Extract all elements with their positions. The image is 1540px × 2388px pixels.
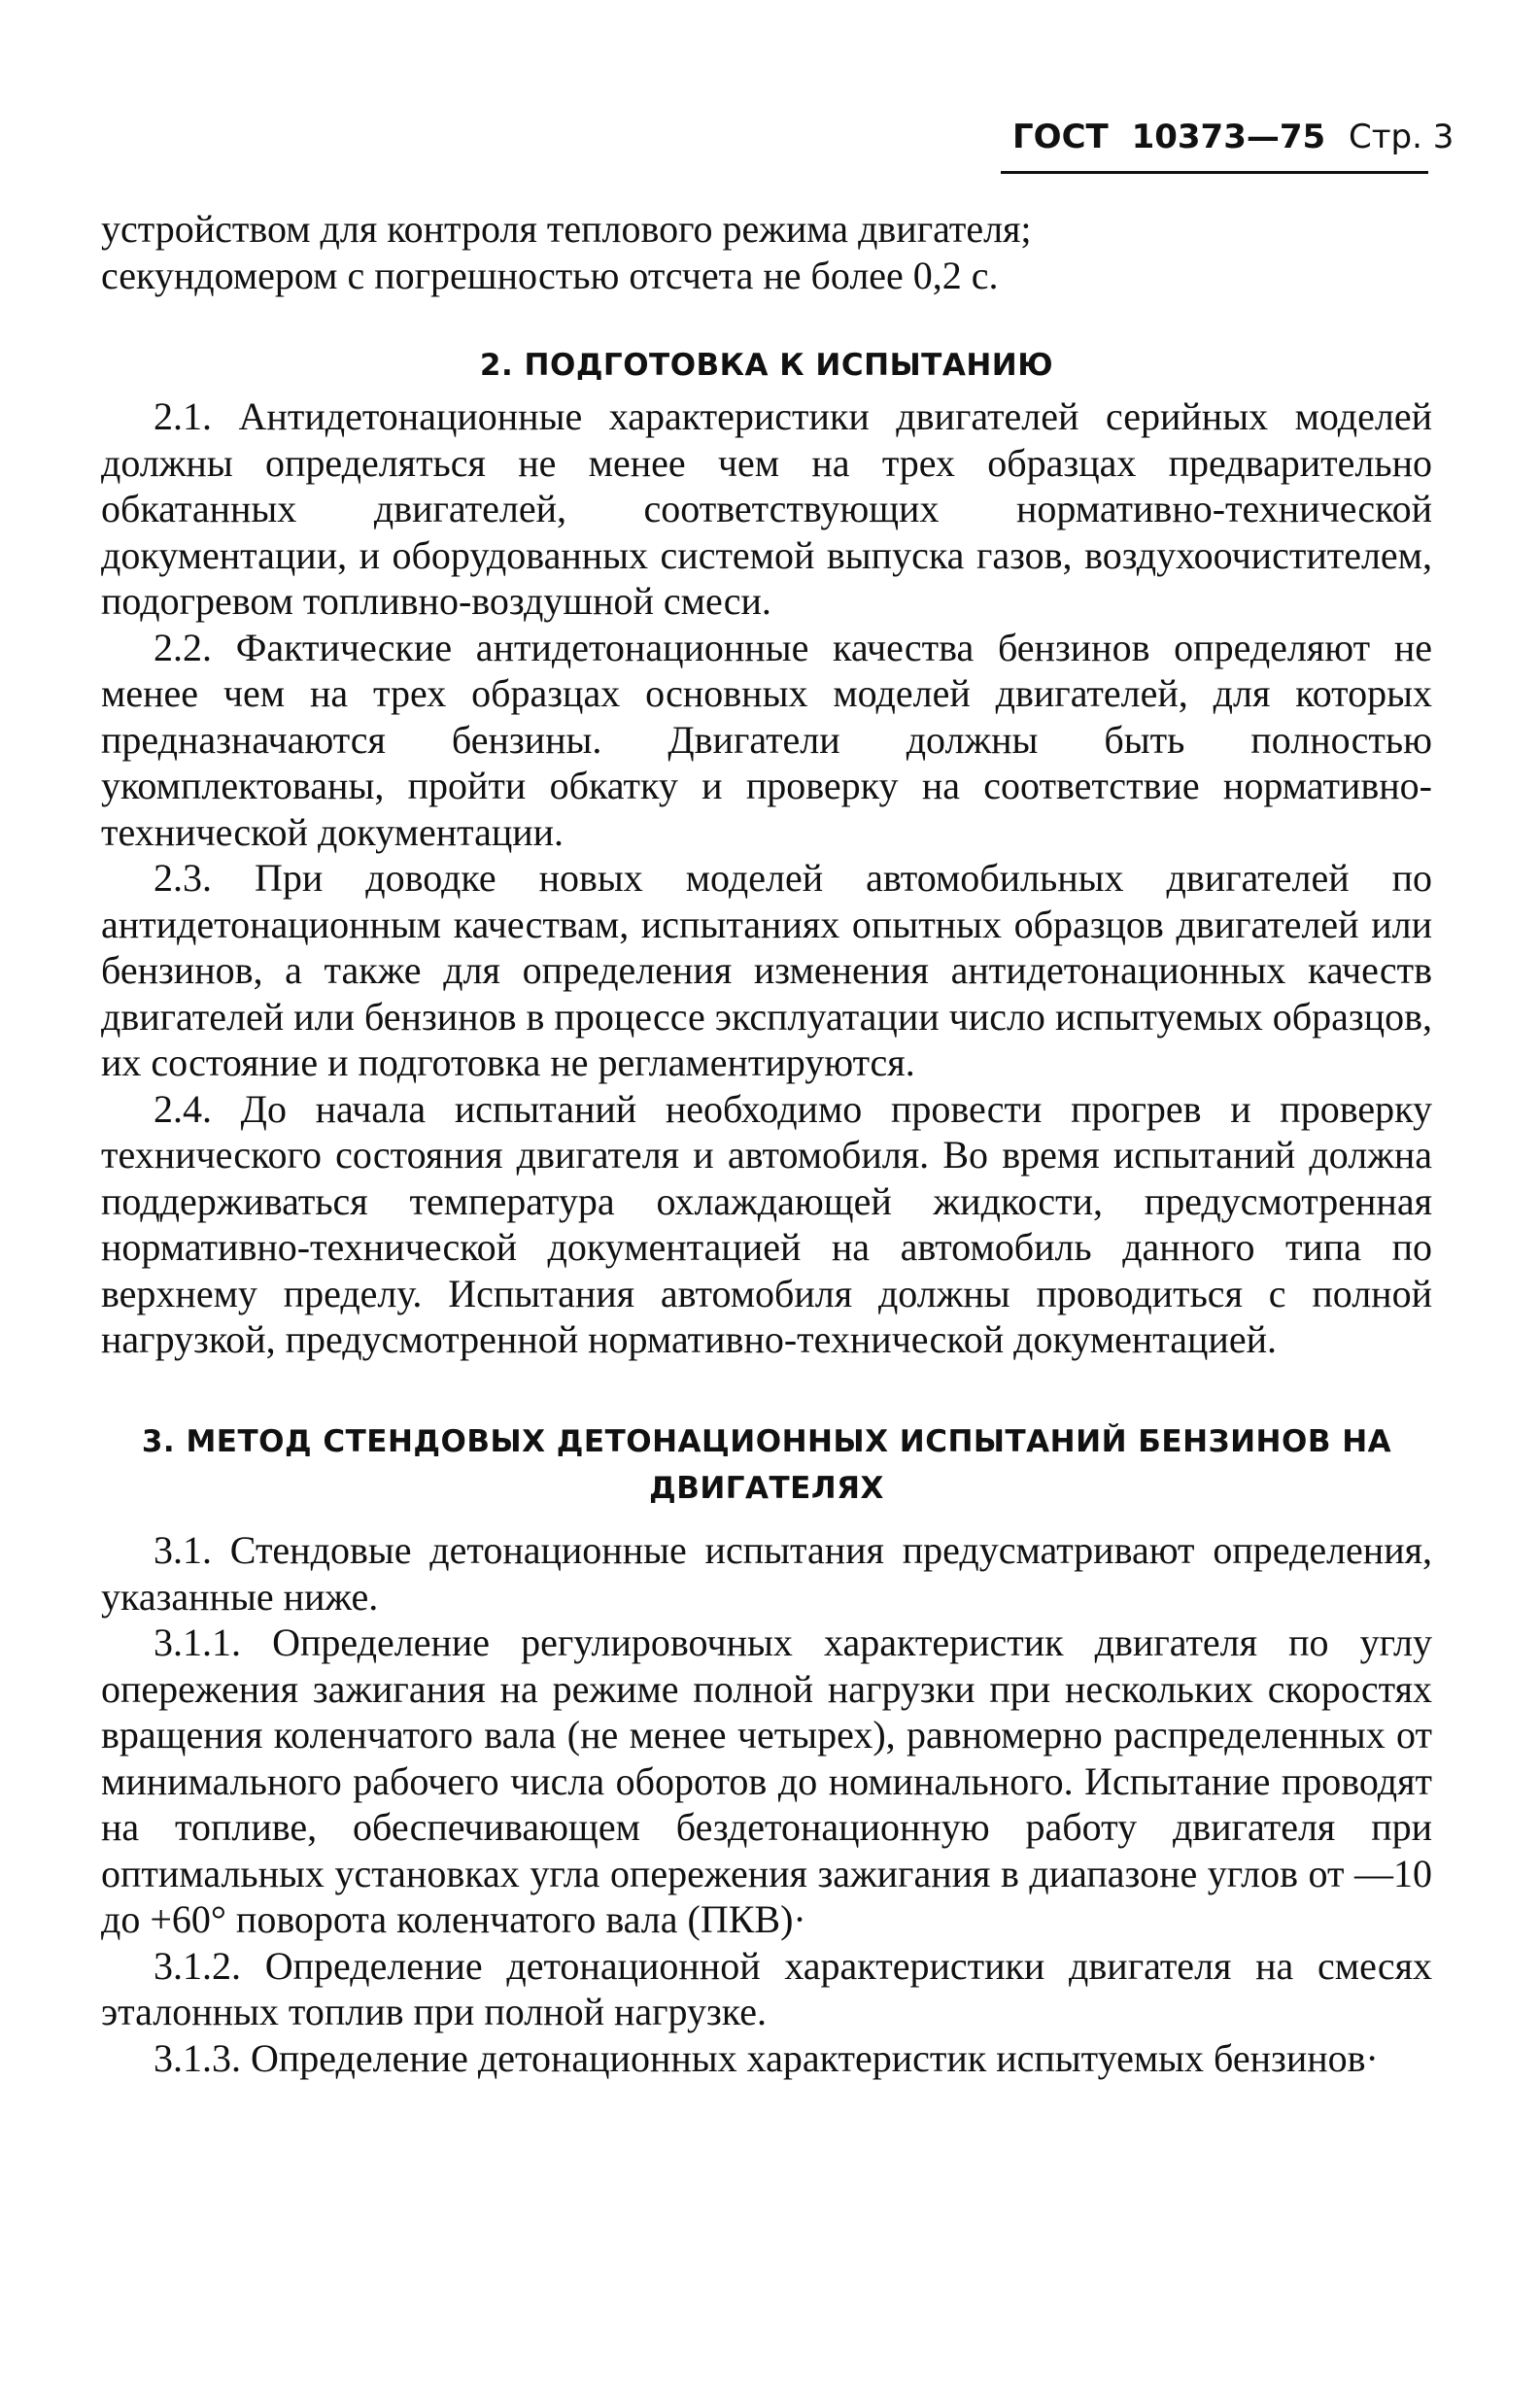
paragraph-2-1: 2.1. Антидетонационные характеристики двигателей серийных моделей должны определяться не менее чем на трех образцах предварительно обкатанных двигателей, соответствующих нормативно-технической документации, и оборудованных системой выпуска газов, воздухоочистителем, подогревом топливно-воздушной смеси.: [101, 394, 1432, 623]
section-2-title: 2. ПОДГОТОВКА К ИСПЫТАНИЮ: [479, 348, 1054, 383]
section-2-body: [101, 393, 1432, 1363]
intro-block: [101, 206, 1432, 298]
section-3-title-line-1: 3. МЕТОД СТЕНДОВЫХ ДЕТОНАЦИОННЫХ ИСПЫТАНИЙ БЕНЗИНОВ НА: [141, 1424, 1392, 1459]
standard-number: 10373—75: [1131, 118, 1326, 156]
paragraph-2-3: 2.3. При доводке новых моделей автомобильных двигателей по антидетонационным качествам, испытаниях опытных образцов двигателей или бензинов, а также для определения изменения антидетонационных качеств двигателей или бензинов в процессе эксплуатации число испытуемых образцов, их состояние и подготовка не регламентируются.: [101, 856, 1432, 1084]
paragraph-2-2: 2.2. Фактические антидетонационные качества бензинов определяют не менее чем на трех образцах основных моделей двигателей, для которых предназначаются бензины. Двигатели должны быть полностью укомплектованы, пройти обкатку и проверку на соответствие нормативно-технической документации.: [101, 625, 1432, 854]
section-3-title-line-2: ДВИГАТЕЛЯХ: [649, 1471, 884, 1506]
intro-line: устройством для контроля теплового режима двигателя;: [101, 207, 1032, 251]
paragraph-3-1-3: 3.1.3. Определение детонационных характеристик испытуемых бензинов·: [154, 2035, 1379, 2080]
paragraph-3-1-1: 3.1.1. Определение регулировочных характеристик двигателя по углу опережения зажигания на режиме полной нагрузки при нескольких скоростях вращения коленчатого вала (не менее четырех), равномерно распределенных от минимального рабочего числа оборотов до номинального. Испытание проводят на топливе, обеспечивающем бездетонационную работу двигателя при оптимальных установках угла опережения зажигания в диапазоне углов от —10 до +60° поворота коленчатого вала (ПКВ)·: [101, 1620, 1432, 1941]
paragraph-3-1: 3.1. Стендовые детонационные испытания предусматривают определения, указанные ниже.: [101, 1528, 1432, 1619]
section-3-body: [101, 1527, 1432, 2081]
standard-label: ГОСТ: [1012, 118, 1109, 156]
paragraph-3-1-2: 3.1.2. Определение детонационной характеристики двигателя на смесях эталонных топлив при полной нагрузке.: [101, 1943, 1432, 2033]
running-header: [1001, 111, 1454, 174]
section-3-title: [101, 1418, 1432, 1512]
page-number: Стр. 3: [1349, 118, 1454, 156]
paragraph-2-4: 2.4. До начала испытаний необходимо провести прогрев и проверку технического состояния двигателя и автомобиля. Во время испытаний должна поддерживаться температура охлаждающей жидкости, предусмотренная нормативно-технической документацией на автомобиль данного типа по верхнему пределу. Испытания автомобиля должны проводиться с полной нагрузкой, предусмотренной нормативно-технической документацией.: [101, 1086, 1432, 1361]
intro-line: секундомером с погрешностью отсчета не более 0,2 с.: [101, 253, 999, 297]
